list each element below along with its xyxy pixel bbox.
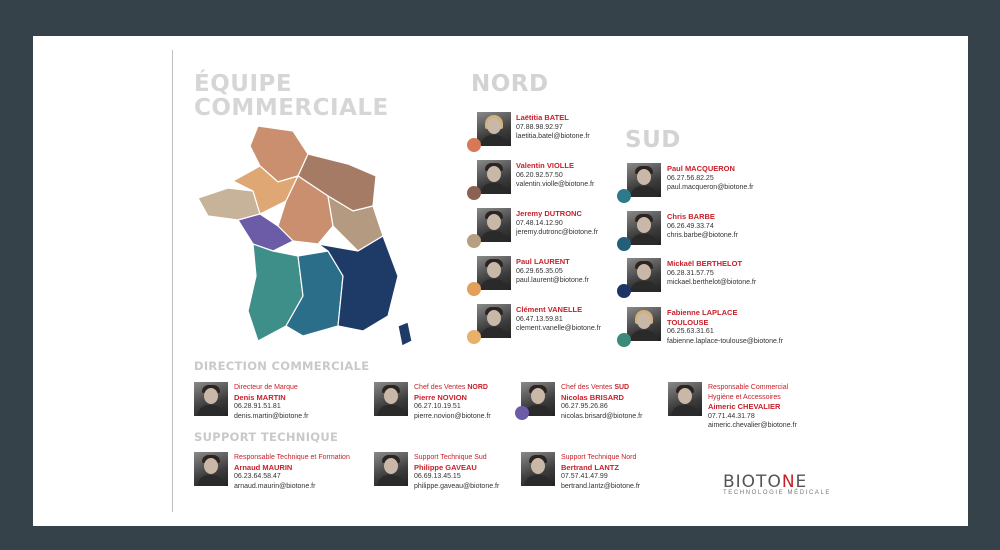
person-name	[667, 308, 783, 318]
first-name: Paul	[516, 257, 532, 266]
person-info	[234, 383, 308, 421]
person-phone: 07.48.14.12.90	[516, 219, 563, 227]
person-phone: 07.88.98.92.97	[516, 123, 563, 131]
last-name: LANTZ	[594, 462, 619, 472]
person-phone: 06.23.64.58.47	[234, 473, 281, 480]
role-text: Chef des Ventes	[561, 384, 613, 391]
person-email: chris.barbe@biotone.fr	[667, 232, 738, 239]
last-name: CHEVALIER	[737, 402, 781, 411]
direction-person-card	[521, 382, 671, 418]
first-name: Nicolas	[561, 392, 588, 402]
person-email: arnaud.maurin@biotone.fr	[234, 482, 316, 490]
photo-body	[197, 475, 225, 486]
first-name: Chris	[667, 212, 687, 221]
person-phone: 06.69.13.45.15	[414, 473, 461, 480]
person-info	[708, 383, 797, 431]
person-email: jeremy.dutronc@biotone.fr	[516, 229, 599, 236]
role-text: Chef des Ventes	[414, 384, 466, 391]
person-phone: 06.27.10.19.51	[414, 403, 461, 410]
person-info	[516, 305, 601, 334]
person-info	[516, 209, 598, 238]
photo-face	[637, 217, 651, 233]
person-name	[516, 209, 598, 219]
person-email: aimeric.chevalier@biotone.fr	[708, 422, 797, 429]
nord-person-card	[471, 208, 621, 244]
last-name: MACQUERON	[684, 164, 735, 173]
role-region: NORD	[467, 384, 488, 391]
person-name	[414, 463, 499, 473]
person-role: Support Technique Nord	[561, 454, 637, 461]
region-color-dot	[467, 138, 481, 152]
person-email: mickael.berthelot@biotone.fr	[667, 279, 757, 286]
person-role: Responsable Technique et Formation	[234, 454, 350, 461]
photo-body	[480, 135, 508, 146]
last-name: MARTIN	[256, 392, 286, 402]
first-name: Arnaud	[234, 462, 261, 472]
person-photo	[477, 304, 511, 338]
photo-face	[384, 388, 398, 404]
person-info	[667, 259, 756, 288]
last-name: BERTHELOT	[696, 259, 743, 268]
first-name: Pierre	[414, 392, 436, 402]
sud-person-card	[623, 307, 793, 343]
photo-body	[480, 183, 508, 194]
first-name: Bertrand	[561, 462, 593, 472]
person-role	[708, 383, 797, 393]
brochure-page	[33, 36, 968, 526]
first-name: Paul	[667, 164, 683, 173]
sud-heading: SUD	[625, 127, 681, 153]
person-name	[667, 259, 756, 269]
person-name	[561, 463, 640, 473]
first-name: Clément	[516, 305, 546, 314]
person-role: Support Technique Sud	[414, 454, 487, 461]
person-photo	[521, 452, 555, 486]
person-name	[708, 402, 797, 412]
person-info	[561, 453, 640, 491]
person-phone: 06.20.92.57.50	[516, 171, 563, 179]
region-color-dot	[515, 406, 529, 420]
person-info	[516, 257, 589, 286]
role-region: SUD	[614, 384, 630, 391]
photo-face	[487, 166, 501, 182]
person-photo	[477, 112, 511, 146]
photo-body	[197, 405, 225, 416]
photo-face	[204, 388, 218, 404]
person-email: pierre.novion@biotone.fr	[414, 412, 491, 420]
person-photo	[477, 160, 511, 194]
person-photo	[627, 163, 661, 197]
nord-person-card	[471, 304, 621, 340]
person-photo	[627, 258, 661, 292]
page-title: ÉQUIPE COMMERCIALE	[194, 71, 389, 121]
direction-heading: DIRECTION COMMERCIALE	[194, 359, 370, 373]
region-color-dot	[467, 282, 481, 296]
first-name: Mickaël	[667, 259, 695, 268]
region-color-dot	[617, 237, 631, 251]
photo-body	[630, 330, 658, 341]
person-email: nicolas.brisard@biotone.fr	[561, 412, 643, 420]
first-name: Philippe	[414, 462, 444, 472]
first-name: Fabienne	[667, 308, 700, 317]
person-phone: 06.47.13.59.81	[516, 315, 563, 323]
person-photo	[194, 382, 228, 416]
direction-person-card	[668, 382, 818, 429]
photo-body	[630, 234, 658, 245]
last-name: BRISARD	[589, 392, 624, 402]
region-color-dot	[617, 333, 631, 347]
person-photo	[627, 307, 661, 341]
person-info	[667, 212, 738, 241]
role-text: Directeur de Marque	[234, 384, 298, 391]
photo-body	[480, 327, 508, 338]
photo-face	[531, 458, 545, 474]
person-photo	[374, 382, 408, 416]
logo-wordmark: BIOTONE	[723, 472, 808, 492]
vertical-divider	[172, 50, 173, 512]
first-name: Valentin	[516, 161, 545, 170]
region-color-dot	[467, 186, 481, 200]
person-name	[234, 393, 308, 403]
person-photo	[194, 452, 228, 486]
person-photo	[668, 382, 702, 416]
support-person-card	[194, 452, 350, 490]
person-photo	[477, 208, 511, 242]
person-email: paul.laurent@biotone.fr	[516, 277, 589, 284]
region-color-dot	[467, 330, 481, 344]
nord-person-card	[471, 112, 621, 148]
person-role	[414, 383, 491, 393]
person-name	[667, 164, 754, 174]
person-name	[516, 113, 590, 123]
france-region-map	[198, 126, 418, 346]
person-name	[516, 161, 594, 171]
region-color-dot	[617, 284, 631, 298]
person-phone: 06.28.91.51.81	[234, 403, 281, 410]
map-region-brittany	[198, 188, 260, 220]
person-role	[234, 383, 308, 393]
person-info	[667, 308, 783, 346]
person-name	[561, 393, 642, 403]
photo-face	[384, 458, 398, 474]
direction-person-card	[374, 382, 524, 418]
person-email: clement.vanelle@biotone.fr	[516, 325, 601, 332]
person-phone: 06.29.65.35.05	[516, 267, 563, 275]
person-email: denis.martin@biotone.fr	[234, 412, 309, 420]
person-photo	[374, 452, 408, 486]
photo-body	[630, 186, 658, 197]
photo-face	[487, 310, 501, 326]
nord-heading: NORD	[471, 71, 549, 97]
first-name: Denis	[234, 392, 255, 402]
photo-body	[524, 475, 552, 486]
last-name: DUTRONC	[544, 209, 582, 218]
photo-face	[637, 313, 651, 329]
sud-person-card	[623, 163, 793, 199]
first-name: Jeremy	[516, 209, 543, 218]
role-text: Responsable Commercial	[708, 384, 789, 391]
last-name: GAVEAU	[445, 462, 477, 472]
person-email: philippe.gaveau@biotone.fr	[414, 482, 500, 490]
photo-body	[480, 231, 508, 242]
last-name: LAPLACE	[702, 308, 738, 317]
person-info	[516, 113, 590, 142]
person-phone: 06.26.49.33.74	[667, 222, 714, 230]
biotone-logo	[723, 472, 831, 496]
support-heading: SUPPORT TECHNIQUE	[194, 430, 339, 444]
person-email: fabienne.laplace-toulouse@biotone.fr	[667, 337, 784, 345]
photo-body	[377, 405, 405, 416]
person-email: paul.macqueron@biotone.fr	[667, 184, 754, 191]
support-person-card	[521, 452, 671, 488]
last-name: BARBE	[688, 212, 715, 221]
person-phone: 06.28.31.57.75	[667, 269, 714, 277]
logo-tagline: TECHNOLOGIE MÉDICALE	[723, 490, 832, 496]
sud-person-card	[623, 258, 793, 294]
person-phone: 07.57.41.47.99	[561, 473, 608, 480]
person-name-extra: TOULOUSE	[667, 317, 709, 327]
photo-body	[671, 405, 699, 416]
direction-person-card	[194, 382, 344, 418]
first-name: Laëtitia	[516, 113, 543, 122]
person-info	[561, 383, 642, 421]
photo-face	[637, 264, 651, 280]
person-info	[414, 383, 491, 421]
person-info	[234, 453, 350, 491]
person-email: bertrand.lantz@biotone.fr	[561, 482, 641, 490]
photo-face	[531, 388, 545, 404]
person-name	[234, 463, 350, 473]
person-role-line2: Hygiène et Accessoires	[708, 393, 781, 401]
person-photo	[627, 211, 661, 245]
last-name: LAURENT	[533, 257, 570, 266]
map-region-corsica	[398, 322, 412, 346]
last-name: VANELLE	[547, 305, 583, 314]
person-name	[516, 257, 589, 267]
nord-person-card	[471, 256, 621, 292]
person-name	[516, 305, 601, 315]
photo-body	[480, 279, 508, 290]
last-name: NOVION	[437, 392, 467, 402]
person-info	[667, 164, 754, 193]
person-email: valentin.violle@biotone.fr	[516, 181, 595, 188]
first-name: Aimeric	[708, 402, 736, 411]
person-info	[516, 161, 594, 190]
sud-person-card	[623, 211, 793, 247]
person-phone: 06.27.95.26.86	[561, 403, 608, 410]
person-role	[561, 383, 642, 393]
person-email: laetitia.batel@biotone.fr	[516, 133, 590, 140]
photo-face	[487, 118, 501, 134]
person-info	[414, 453, 499, 491]
person-photo	[477, 256, 511, 290]
photo-face	[204, 458, 218, 474]
support-person-card	[374, 452, 524, 488]
photo-body	[630, 281, 658, 292]
person-phone: 07.71.44.31.78	[708, 412, 755, 420]
person-name	[414, 393, 491, 403]
last-name: MAURIN	[262, 462, 293, 472]
region-color-dot	[467, 234, 481, 248]
photo-body	[377, 475, 405, 486]
photo-face	[487, 262, 501, 278]
person-name	[667, 212, 738, 222]
last-name: BATEL	[544, 113, 569, 122]
nord-person-card	[471, 160, 621, 196]
photo-face	[678, 388, 692, 404]
last-name: VIOLLE	[546, 161, 574, 170]
person-phone: 06.25.63.31.61	[667, 328, 714, 335]
photo-face	[487, 214, 501, 230]
person-phone: 06.27.56.82.25	[667, 174, 714, 182]
photo-face	[637, 169, 651, 185]
region-color-dot	[617, 189, 631, 203]
